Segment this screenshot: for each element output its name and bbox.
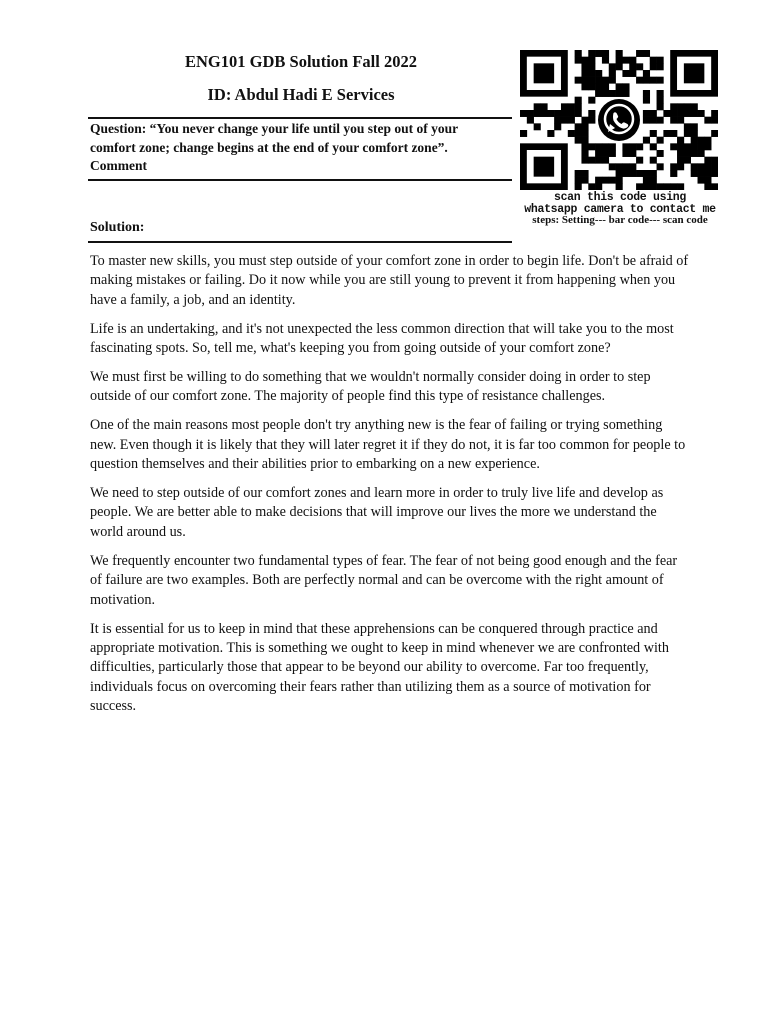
solution-body — [90, 252, 690, 726]
divider-question — [88, 179, 512, 181]
qr-caption-steps: steps: Setting--- bar code--- scan code — [532, 214, 708, 226]
question-text: Question: “You never change your life until you step out of your comfort zone; change begins at the end of your comfort zone”. Comment — [90, 121, 458, 173]
whatsapp-icon — [597, 98, 641, 142]
qr-caption — [520, 192, 720, 227]
qr-code-block — [520, 50, 720, 227]
document-subtitle: ID: Abdul Hadi E Services — [207, 85, 395, 104]
qr-caption-line: whatsapp camera to contact me — [524, 202, 716, 216]
document-title: ENG101 GDB Solution Fall 2022 — [185, 52, 417, 71]
paragraph: Life is an undertaking, and it's not unexpected the less common direction that will take you to the most fascinating spots. So, tell me, what's keeping you from going outside of your comfort zone? — [90, 320, 674, 357]
paragraph: We need to step outside of our comfort zones and learn more in order to truly live life and develop as people. We are better able to make decisions that will improve our lives the more we understand the world around us. — [90, 485, 664, 540]
paragraph: To master new skills, you must step outside of your comfort zone in order to begin life. Don't be afraid of making mistakes or failing. Do it now while you are still young to prevent it from happening when you have a family, a job, and an identity. — [90, 253, 689, 308]
paragraph: It is essential for us to keep in mind that these apprehensions can be conquered through practice and appropriate motivation. This is something we ought to keep in mind whenever we are confronted with difficulties, particularly those that appear to be beyond our ability to overcome. Far too frequently, individuals focus on overcoming their fears rather than utilizing them as a source of motivation for success. — [90, 620, 669, 715]
paragraph: One of the main reasons most people don't try anything new is the fear of failing or trying something new. Even though it is likely that they will later regret it if they do not, it is far too common for people to question themselves and their abilities prior to embarking on a new experience. — [90, 417, 686, 473]
divider-top — [88, 117, 512, 119]
divider-solution — [88, 241, 512, 243]
paragraph: We must first be willing to do something that we wouldn't normally consider doing in order to step outside of our comfort zone. The majority of people find this type of resistance challenges. — [90, 369, 651, 405]
qr-caption-line: scan this code using — [553, 191, 687, 204]
paragraph: We frequently encounter two fundamental types of fear. The fear of not being good enough and the fear of failure are two examples. Both are perfectly normal and can be overcome with the right amount of motivation. — [90, 552, 678, 608]
solution-label: Solution: — [90, 220, 145, 235]
qr-code — [520, 50, 718, 190]
